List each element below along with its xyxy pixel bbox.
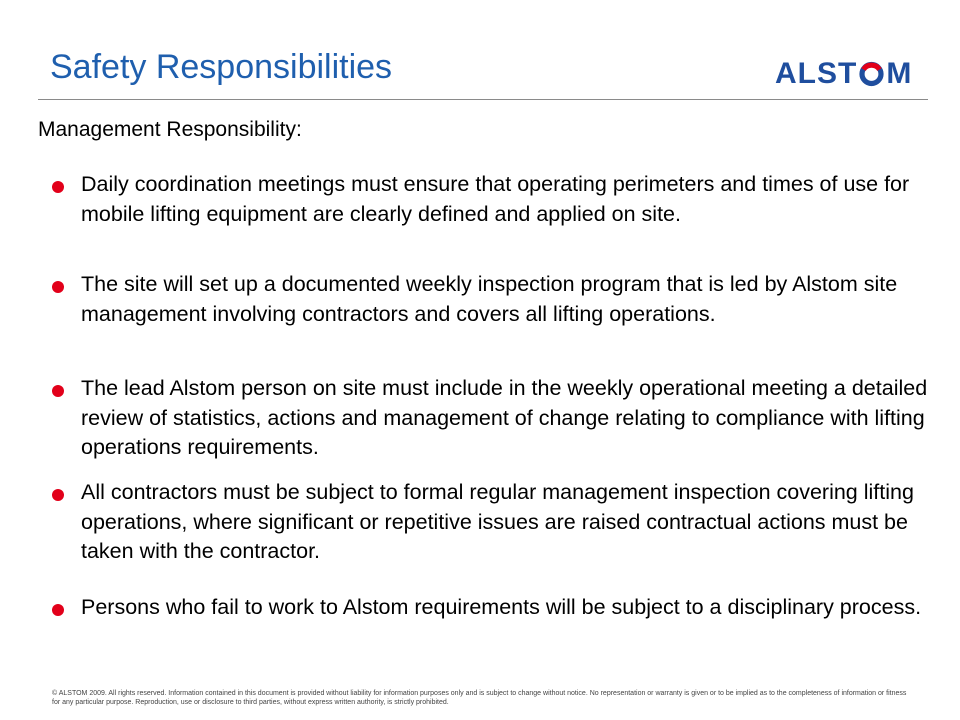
header-divider <box>38 99 928 100</box>
section-subtitle: Management Responsibility: <box>38 118 302 141</box>
bullet-text: The site will set up a documented weekly inspection program that is led by Alstom site management involving contractors and covers all lifting operations. <box>81 272 898 326</box>
logo-letters-right: M <box>886 57 913 90</box>
bullet-text: Persons who fail to work to Alstom requirements will be subject to a disciplinary process. <box>81 595 922 619</box>
logo-letters-left: ALST <box>775 57 858 90</box>
copyright-footer: © ALSTOM 2009. All rights reserved. Information contained in this document is provided without liability for information purposes only and is subject to change without notice. No representation or warranty is given or to be implied as to the completeness of information or fitness for any particular purpose. Reproduction, use or disclosure to third parties, without express written authority, is strictly prohibited. <box>52 690 907 706</box>
alstom-logo <box>775 56 912 92</box>
bullet-dot-icon <box>52 385 64 397</box>
logo-o-symbol <box>858 56 885 92</box>
logo-o-accent <box>864 65 880 69</box>
slide-title: Safety Responsibilities <box>50 48 393 86</box>
bullet-dot-icon <box>52 281 64 293</box>
bullet-text: Daily coordination meetings must ensure that operating perimeters and times of use for mobile lifting equipment are clearly defined and applied on site. <box>81 172 910 226</box>
bullet-text: All contractors must be subject to formal regular management inspection covering lifting operations, where significant or repetitive issues are raised contractual actions must be taken with the contractor. <box>81 480 914 563</box>
bullet-dot-icon <box>52 181 64 193</box>
bullet-dot-icon <box>52 604 64 616</box>
bullet-text: The lead Alstom person on site must include in the weekly operational meeting a detailed review of statistics, actions and management of change relating to compliance with lifting operations requirements. <box>81 376 928 459</box>
bullet-dot-icon <box>52 489 64 501</box>
